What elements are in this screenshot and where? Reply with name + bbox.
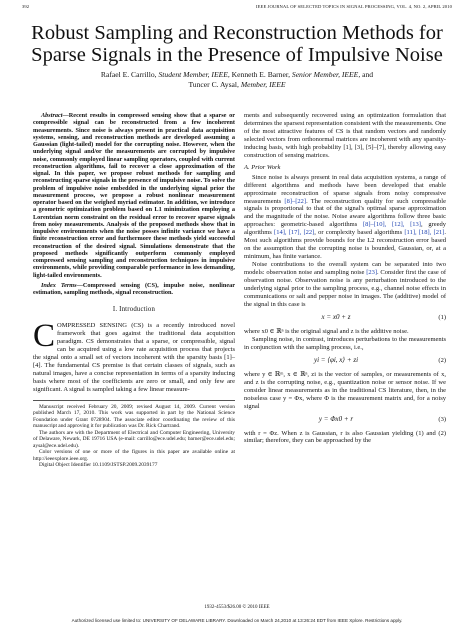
section-heading: I. Introduction bbox=[112, 306, 156, 314]
equation-3 bbox=[244, 414, 446, 427]
citation-link[interactable]: [11], [18], [21] bbox=[404, 229, 445, 237]
equation-number: (2) bbox=[438, 356, 446, 364]
citation-link[interactable]: [8]–[10], [12], [13] bbox=[362, 221, 421, 229]
footnote-doi: Digital Object Identifier 10.1109/JSTSP.2009.2039177 bbox=[39, 462, 158, 469]
abstract bbox=[33, 112, 235, 279]
right-column bbox=[244, 112, 446, 445]
text-run: . Most such algorithms provide bounds for the L2 reconstruction error based on the assumption that the corrupting noise is bounded, Gaussian, or, at a minimum, has finite variance. bbox=[244, 229, 446, 261]
text-run: . Consider first the case of observation noise. Observation noise is any perturbation introduced to the underlying signal prior to the sampling process, e.g., channel noise effects in communications or salt and pepper noise in images. The (additive) model of the signal in this case is bbox=[244, 269, 446, 308]
author-connector: and bbox=[360, 70, 374, 79]
citation-link[interactable]: [14], [17], [22] bbox=[274, 229, 315, 237]
text-run: , or complexity based algorithms bbox=[314, 229, 405, 237]
abstract-label: Abstract— bbox=[41, 112, 69, 119]
prior-work-paragraph bbox=[244, 174, 446, 261]
drop-cap: C bbox=[33, 318, 56, 355]
footnote-manuscript: Manuscript received February 20, 2009; revised August 14, 2009. Current version published March 17, 2010. This work was supported in part by the National Science Foundation under Grant 0728904. The associate editor coordinating the review of this manuscript and approving it for publication was Dr. Rick Chartrand. bbox=[33, 403, 235, 430]
page-number: 392 bbox=[22, 4, 30, 9]
subsection-heading: A. Prior Work bbox=[244, 163, 281, 171]
after-equation-2: where y ∈ ℝᵐ, x ∈ ℝⁿ, zi is the vector of samples, or measurements of x, and z is the corrupting noise, e.g., quantization noise or sensor noise. If we consider linear measurements as in the traditional CS literature, then, in the noiseless case y = Φx, where Φ is the measurement matrix and, for a noisy signal bbox=[244, 370, 446, 410]
paper-title bbox=[20, 22, 454, 66]
author-name: Kenneth E. Barner, bbox=[229, 70, 292, 79]
author-line-1 bbox=[20, 70, 454, 80]
index-terms bbox=[33, 282, 235, 297]
title-line-2: Sparse Signals in the Presence of Impulsive Noise bbox=[31, 44, 443, 66]
text-run: Since noise is always present in real data acquisition systems, a range of different algorithms and methods have been developed that enable approximate reconstruction of sparse signals from noisy compressive measurements bbox=[244, 173, 446, 205]
equation-body: yi = ⟨φi, x⟩ + zi bbox=[313, 355, 359, 364]
footnote-color: Color versions of one or more of the figures in this paper are available online at http://ieeexplore.ieee.org. bbox=[33, 449, 235, 462]
text-run: . The reconstruction quality for such compressible signals is proportional to that of the signal's optimal sparse approximation and the magnitude of the noise. Noise aware algorithms follow three basic approaches: geometric-based algorithms bbox=[244, 197, 447, 229]
author-name: Tuncer C. Aysal, bbox=[188, 79, 241, 89]
equation-1 bbox=[244, 312, 446, 325]
copyright-code: 1932-4553/$26.00 © 2010 IEEE bbox=[204, 605, 270, 610]
citation-link[interactable]: [23] bbox=[366, 269, 378, 277]
index-terms-text: Compressed sensing (CS), impulse noise, nonlinear estimation, sampling methods, signal reconstruction. bbox=[33, 281, 235, 296]
author-name: Rafael E. Carrillo, bbox=[100, 70, 159, 79]
license-footer: Authorized licensed use limited to: UNIVERSITY OF DELAWARE LIBRARY. Downloaded on March 24,2010 at 13:26:24 EDT from IEEE Xplore. Restrictions apply. bbox=[71, 618, 403, 623]
intro-text: OMPRESSED SENSING (CS) is a recently introduced novel framework that goes against the traditional data acquisition paradigm. CS demonstrates that a sparse, or compressible, signal can be acquired using a low rate acquisition process that projects the signal onto a small set of vectors incoherent with the sparsity basis [1]–[4]. The fundamental CS premise is that certain classes of signals, such as natural images, have a concise representation in terms of a sparsity inducing basis where most of the coefficients are zero or small, and only few are significant. A signal is sampled taking a few linear measure- bbox=[33, 322, 235, 393]
equation-body: x = x0 + z bbox=[321, 312, 351, 321]
equation-body: y = Φx0 + r bbox=[318, 414, 354, 423]
index-terms-label: Index Terms— bbox=[41, 281, 83, 289]
noise-paragraph bbox=[244, 261, 446, 309]
continued-paragraph: ments and subsequently recovered using an optimization formulation that determines the sparsest representation consistent with the measurements. One of the most attractive features of CS is that random vectors and randomly selected vectors from orthonormal matrices are incoherent with any sparsity-inducing basis, with high probability [1], [3], [5]–[7], thereby allowing easy construction of sensing matrices. bbox=[244, 112, 446, 159]
equation-2 bbox=[244, 355, 446, 368]
running-header bbox=[22, 4, 452, 12]
author-role: Member, IEEE bbox=[240, 79, 286, 89]
after-equation-1: where x0 ∈ ℝⁿ is the original signal and z is the additive noise. bbox=[244, 327, 409, 335]
footnote-affiliation: The authors are with the Department of Electrical and Computer Engineering, University of Delaware, Newark, DE 19716 USA (e-mail: carrillo@ece.udel.edu; barner@ece.udel.edu; aysal@ece.udel.edu). bbox=[33, 429, 235, 449]
author-block bbox=[20, 70, 454, 89]
journal-running-head: IEEE JOURNAL OF SELECTED TOPICS IN SIGNAL PROCESSING, VOL. 4, NO. 2, APRIL 2010 bbox=[256, 4, 452, 9]
footnote bbox=[33, 400, 235, 469]
text-run: , greedy algorithms bbox=[244, 221, 446, 237]
intro-paragraph bbox=[33, 318, 235, 394]
abstract-text: Recent results in compressed sensing show that a sparse or compressible signal can be reconstructed from a few incoherent measurements. Since noise is always present in practical data acquisition systems, sensing, and reconstruction methods are developed assuming a Gaussian (light-tailed) model for the corrupting noise. However, when the underlying signal and/or the measurements are corrupted by impulsive noise, commonly employed linear sampling operators, coupled with current reconstruction algorithms, fail to recover a close approximation of the signal. In this paper, we propose robust methods for sampling and reconstructing sparse signals in the presence of impulsive noise. To solve the problem of impulsive noise embedded in the underlying signal prior the measurement process, we propose a robust nonlinear measurement operator based on the weighed myriad estimator. In addition, we introduce a geometric optimization problem based on L1 minimization employing a Lorentzian norm constraint on the residual error to recover sparse signals from noisy measurements. Analysis of the proposed methods show that in impulsive environments when the noise posses infinite variance we have a finite reconstruction error and furthermore these methods yield successful reconstruction of the desired signal. Simulations demonstrate that the proposed methods significantly outperform commonly employed compressed sensing sampling and reconstruction techniques in impulsive environments, while providing comparable performance in less demanding, light-tailed environments. bbox=[33, 112, 235, 279]
author-line-2 bbox=[20, 80, 454, 90]
equation-number: (3) bbox=[438, 415, 446, 423]
author-role: Senior Member, IEEE, bbox=[291, 70, 361, 79]
title-line-1: Robust Sampling and Reconstruction Methods for bbox=[31, 22, 443, 44]
text-run: Noise contributions to the overall system can be separated into two models: observation noise and sampling noise bbox=[244, 261, 446, 277]
sampling-paragraph: Sampling noise, in contrast, introduces perturbations to the measurements in conjunction with the sampling process, i.e., bbox=[244, 335, 446, 351]
equation-number: (1) bbox=[438, 313, 446, 321]
after-equation-3: with r = Φz. When z is Gaussian, r is also Gaussian yielding (1) and (2) similar; therefore, they can be approached by the bbox=[244, 429, 446, 445]
author-role: Student Member, IEEE, bbox=[158, 70, 230, 79]
left-column bbox=[33, 112, 235, 469]
citation-link[interactable]: [8]–[22] bbox=[284, 197, 307, 205]
